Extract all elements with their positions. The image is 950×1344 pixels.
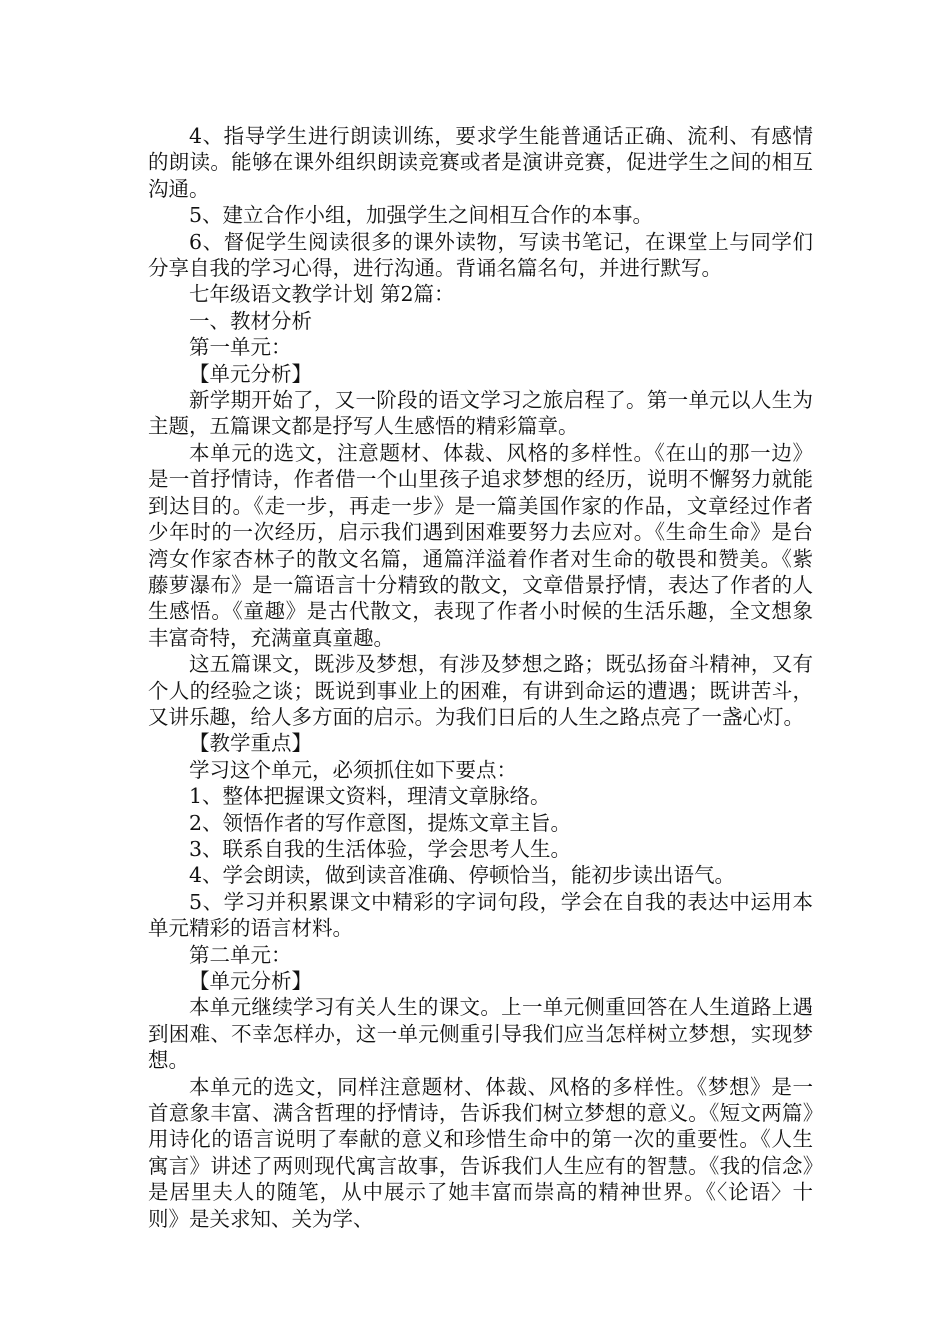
paragraph: 本单元的选文，同样注意题材、体裁、风格的多样性。《梦想》是一首意象丰富、满含哲理的抒情诗，告诉我们树立梦想的意义。《短文两篇》用诗化的语言说明了奉献的意义和珍惜生命中的第一次的重要性。《人生寓言》讲述了两则现代寓言故事，告诉我们人生应有的智慧。《我的信念》是居里夫人的随笔，从中展示了她丰富而崇高的精神世界。《〈论语〉十则》是关求知、关为学、	[148, 1074, 813, 1231]
paragraph: 新学期开始了，又一阶段的语文学习之旅启程了。第一单元以人生为主题，五篇课文都是抒写人生感悟的精彩篇章。	[148, 388, 813, 439]
list-item: 1、整体把握课文资料，理清文章脉络。	[189, 784, 551, 809]
section-heading: 一、教材分析	[189, 308, 312, 333]
list-item: 3、联系自我的生活体验，学会思考人生。	[189, 836, 572, 861]
paragraph: 学习这个单元，必须抓住如下要点：	[189, 757, 517, 782]
list-item: 4、学会朗读，做到读音准确、停顿恰当，能初步读出语气。	[189, 863, 736, 888]
section-heading: 七年级语文教学计划 第2篇：	[189, 282, 455, 307]
subsection-heading: 【单元分析】	[189, 361, 312, 386]
list-item: 5、学习并积累课文中精彩的字词句段，学会在自我的表达中运用本单元精彩的语言材料。	[148, 889, 813, 941]
paragraph: 本单元的选文，注意题材、体裁、风格的多样性。《在山的那一边》是一首抒情诗，作者借一个山里孩子追求梦想的经历，说明不懈努力就能到达目的。《走一步，再走一步》是一篇美国作家的作品，文章经过作者少年时的一次经历，启示我们遇到困难要努力去应对。《生命生命》是台湾女作家杏林子的散文名篇，通篇洋溢着作者对生命的敬畏和赞美。《紫藤萝瀑布》是一篇语言十分精致的散文，文章借景抒情，表达了作者的人生感悟。《童趣》是古代散文，表现了作者小时候的生活乐趣，全文想象丰富奇特，充满童真童趣。	[148, 440, 813, 650]
unit-heading: 第二单元：	[189, 942, 292, 967]
paragraph: 5、建立合作小组，加强学生之间相互合作的本事。	[189, 203, 654, 228]
unit-heading: 第一单元：	[189, 335, 292, 360]
subsection-heading: 【教学重点】	[189, 731, 312, 756]
list-item: 2、领悟作者的写作意图，提炼文章主旨。	[189, 810, 572, 835]
subsection-heading: 【单元分析】	[189, 969, 312, 993]
paragraph: 4、指导学生进行朗读训练，要求学生能普通话正确、流利、有感情的朗读。能够在课外组织朗读竞赛或者是演讲竞赛，促进学生之间的相互沟通。	[148, 124, 813, 201]
paragraph: 这五篇课文，既涉及梦想，有涉及梦想之路；既弘扬奋斗精神，又有个人的经验之谈；既说到事业上的困难，有讲到命运的遭遇；既讲苦斗，又讲乐趣，给人多方面的启示。为我们日后的人生之路点亮了一盏心灯。	[148, 652, 813, 729]
paragraph: 6、督促学生阅读很多的课外读物，写读书笔记，在课堂上与同学们分享自我的学习心得，进行沟通。背诵名篇名句，并进行默写。	[148, 229, 813, 281]
document-body	[148, 123, 813, 1232]
paragraph: 本单元继续学习有关人生的课文。上一单元侧重回答在人生道路上遇到困难、不幸怎样办，这一单元侧重引导我们应当怎样树立梦想，实现梦想。	[148, 995, 813, 1073]
